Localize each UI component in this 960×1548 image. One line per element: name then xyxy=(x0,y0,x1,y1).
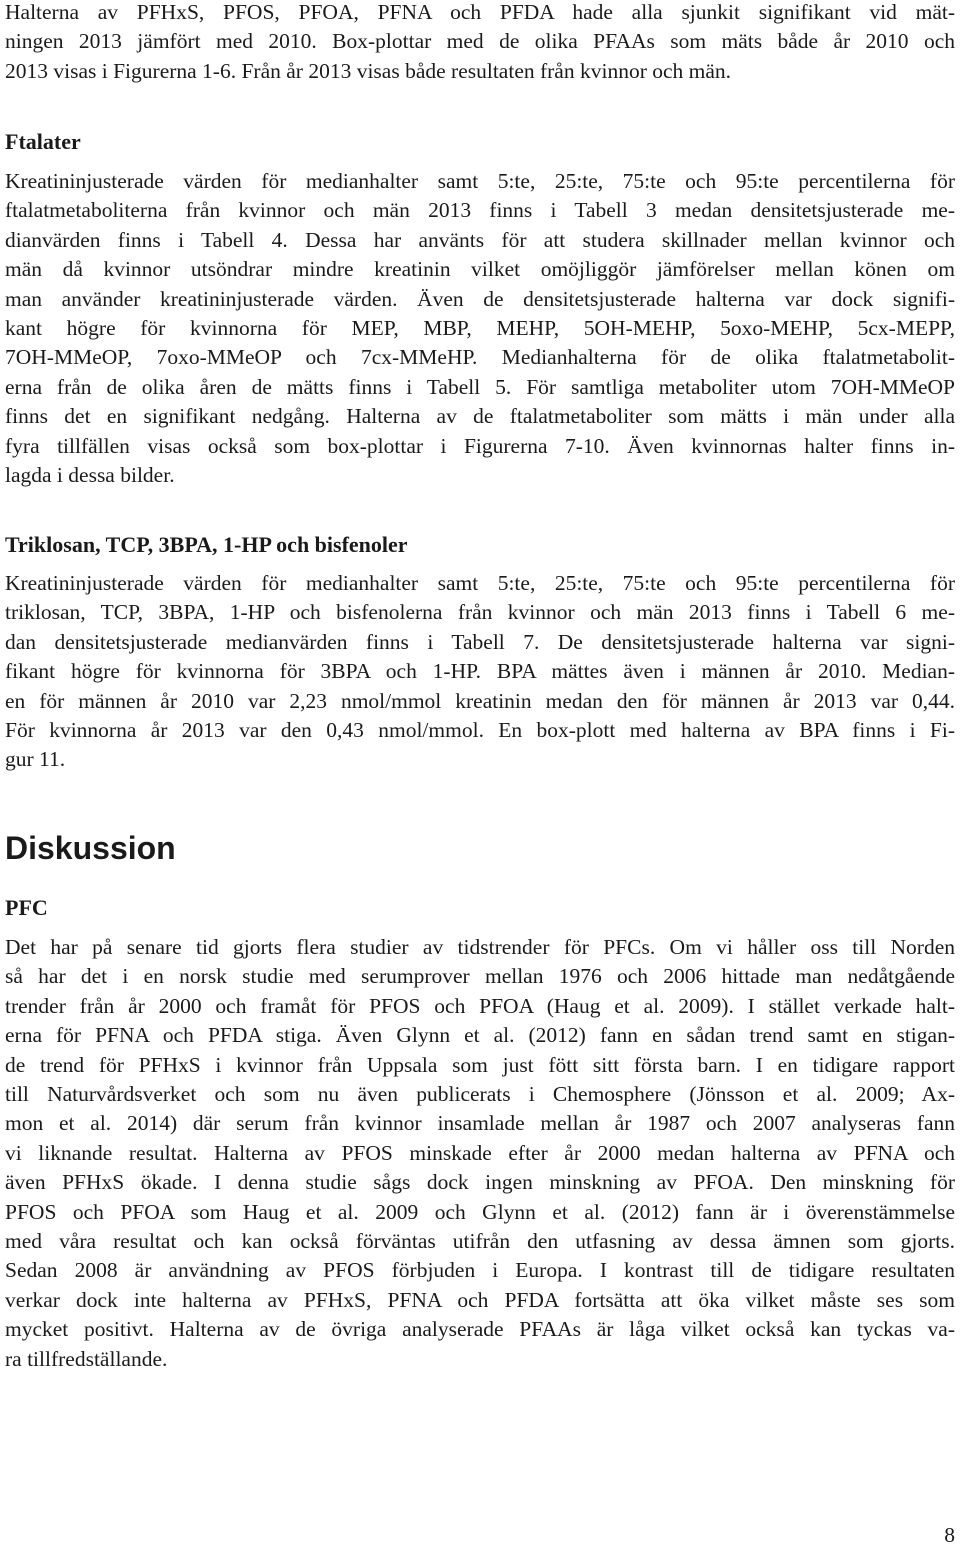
paragraph-line: ftalatmetaboliterna från kvinnor och män 2013 finns i Tabell 3 medan densitetsjusterade me- xyxy=(5,198,955,223)
paragraph-line: dan densitetsjusterade medianvärden finns i Tabell 7. De densitetsjusterade halterna var signi- xyxy=(5,629,955,654)
paragraph-line: gur 11. xyxy=(5,747,66,772)
paragraph-line: erna från de olika åren de mätts finns i Tabell 5. För samtliga metaboliter utom 7OH-MMeOP xyxy=(5,374,955,399)
paragraph-line: triklosan, TCP, 3BPA, 1-HP och bisfenolerna från kvinnor och män 2013 finns i Tabell 6 me- xyxy=(5,600,955,625)
paragraph-line: För kvinnorna år 2013 var den 0,43 nmol/mmol. En box-plott med halterna av BPA finns i Fi- xyxy=(5,718,955,743)
paragraph-line: erna för PFNA och PFDA stiga. Även Glynn et al. (2012) fann en sådan trend samt en stigan- xyxy=(5,1023,955,1048)
paragraph-line: PFOS och PFOA som Haug et al. 2009 och Glynn et al. (2012) fann är i överenstämmelse xyxy=(5,1199,955,1224)
paragraph-line: så har det i en norsk studie med serumprover mellan 1976 och 2006 hittade man nedåtgående xyxy=(5,964,955,989)
paragraph-line: en för männen år 2010 var 2,23 nmol/mmol kreatinin medan den för männen år 2013 var 0,44. xyxy=(5,688,955,713)
page-number: 8 xyxy=(944,1523,955,1547)
triklosan-paragraph xyxy=(5,569,955,775)
paragraph-line: Det har på senare tid gjorts flera studier av tidstrender för PFCs. Om vi håller oss till Norden xyxy=(5,935,955,959)
paragraph-line: dianvärden finns i Tabell 4. Dessa har använts för att studera skillnader mellan kvinnor och xyxy=(5,227,955,252)
paragraph-line: Sedan 2008 är användning av PFOS förbjuden i Europa. I kontrast till de tidigare resultaten xyxy=(5,1258,955,1283)
pfc-paragraph xyxy=(5,933,955,1374)
paragraph-line: Halterna av PFHxS, PFOS, PFOA, PFNA och PFDA hade alla sjunkit signifikant vid mät- xyxy=(5,0,955,24)
section-heading-ftalater: Ftalater xyxy=(5,129,81,154)
paragraph-line: 2013 visas i Figurerna 1-6. Från år 2013 visas både resultaten från kvinnor och män. xyxy=(5,58,732,83)
section-heading-triklosan: Triklosan, TCP, 3BPA, 1-HP och bisfenoler xyxy=(5,532,408,557)
paragraph-line: lagda i dessa bilder. xyxy=(5,463,175,488)
paragraph-line: ningen 2013 jämfört med 2010. Box-plottar med de olika PFAAs som mäts både år 2010 och xyxy=(5,29,955,54)
paragraph-line: man använder kreatininjusterade värden. Även de densitetsjusterade halterna var dock signifi- xyxy=(5,286,955,311)
paragraph-line: trender från år 2000 och framåt för PFOS och PFOA (Haug et al. 2009). I stället verkade halt- xyxy=(5,993,955,1018)
paragraph-line: Kreatininjusterade värden för medianhalter samt 5:te, 25:te, 75:te och 95:te percentilerna för xyxy=(5,169,955,193)
paragraph-line: även PFHxS ökade. I denna studie sågs dock ingen minskning av PFOA. Den minskning för xyxy=(5,1170,955,1195)
paragraph-line: finns det en signifikant nedgång. Halterna av de ftalatmetaboliter som mätts i män under alla xyxy=(5,404,955,429)
main-heading-diskussion: Diskussion xyxy=(5,830,176,866)
paragraph-line: 7OH-MMeOP, 7oxo-MMeOP och 7cx-MMeHP. Medianhalterna för de olika ftalatmetabolit- xyxy=(5,345,955,370)
paragraph-line: med våra resultat och kan också förväntas utifrån den utfasning av dessa ämnen som gjorts. xyxy=(5,1229,955,1254)
paragraph-line: fikant högre för kvinnorna för 3BPA och 1-HP. BPA mättes även i männen år 2010. Median- xyxy=(5,659,955,684)
ftalater-paragraph xyxy=(5,167,955,490)
paragraph-line: vi liknande resultat. Halterna av PFOS minskade efter år 2000 medan halterna av PFNA och xyxy=(5,1140,955,1165)
paragraph-line: kant högre för kvinnorna för MEP, MBP, MEHP, 5OH-MEHP, 5oxo-MEHP, 5cx-MEPP, xyxy=(5,316,955,341)
paragraph-line: mycket positivt. Halterna av de övriga analyserade PFAAs är låga vilket också kan tyckas va- xyxy=(5,1317,955,1342)
paragraph-line: till Naturvårdsverket och som nu även publicerats i Chemosphere (Jönsson et al. 2009; Ax- xyxy=(5,1082,955,1107)
paragraph-line: fyra tillfällen visas också som box-plottar i Figurerna 7-10. Även kvinnornas halter finns in- xyxy=(5,433,955,458)
paragraph-line: ra tillfredställande. xyxy=(5,1346,168,1371)
paragraph-line: de trend för PFHxS i kvinnor från Uppsala som just fött sitt första barn. I en tidigare rapport xyxy=(5,1052,955,1077)
intro-paragraph xyxy=(5,0,955,86)
paragraph-line: verkar dock inte halterna av PFHxS, PFNA och PFDA fortsätta att öka vilket måste ses som xyxy=(5,1287,955,1312)
paragraph-line: Kreatininjusterade värden för medianhalter samt 5:te, 25:te, 75:te och 95:te percentilerna för xyxy=(5,571,955,595)
paragraph-line: män då kvinnor utsöndrar mindre kreatinin vilket omöjliggör jämförelser mellan könen om xyxy=(5,257,955,282)
paragraph-line: mon et al. 2014) där serum från kvinnor insamlade mellan år 1987 och 2007 analyseras fann xyxy=(5,1111,955,1136)
section-heading-pfc: PFC xyxy=(5,895,48,920)
